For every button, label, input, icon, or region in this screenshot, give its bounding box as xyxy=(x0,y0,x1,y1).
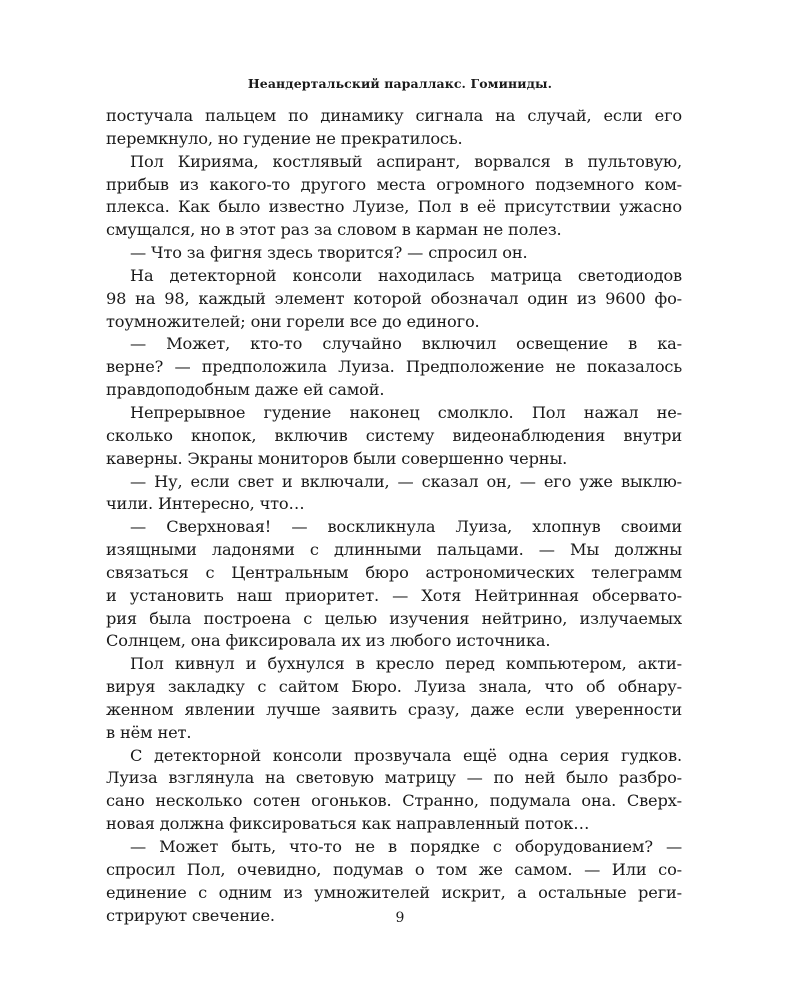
text-line: Солнцем, она фиксировала их из любого источника. xyxy=(106,631,551,651)
text-line: связаться с Центральным бюро астрономических телеграмм xyxy=(106,562,682,582)
text-line: каверны. Экраны мониторов были совершенно черны. xyxy=(106,448,568,468)
paragraph-start-line: — Может, кто-то случайно включил освещение в ка- xyxy=(130,334,682,354)
text-line: постучала пальцем по динамику сигнала на случай, если его xyxy=(106,106,682,125)
running-head-title: Неандертальский параллакс. Гоминиды. xyxy=(247,76,553,91)
text-line: тоумножителей; они горели все до единого. xyxy=(106,311,480,331)
paragraph-start-line: — Ну, если свет и включали, — сказал он, — его уже выклю- xyxy=(130,471,682,491)
text-line: сано несколько сотен огоньков. Странно, подумала она. Сверх- xyxy=(106,791,682,811)
text-line: женном явлении лучше заявить сразу, даже если уверенности xyxy=(106,699,682,719)
text-line: прибыв из какого-то другого места огромного подземного ком- xyxy=(106,174,682,194)
paragraph-start-line: На детекторной консоли находилась матрица светодиодов xyxy=(130,265,682,285)
text-line: вируя закладку с сайтом Бюро. Луиза знала, что об обнару- xyxy=(106,677,682,697)
text-line: спросил Пол, очевидно, подумав о том же самом. — Или со- xyxy=(106,859,682,879)
text-line: и установить наш приоритет. — Хотя Нейтринная обсервато- xyxy=(106,585,682,605)
text-line: рия была построена с целью изучения нейтрино, излучаемых xyxy=(106,608,682,628)
paragraph-start-line: — Что за фигня здесь творится? — спросил он. xyxy=(130,243,528,263)
text-line: верне? — предположила Луиза. Предположение не показалось xyxy=(106,357,682,377)
body-text xyxy=(106,105,682,927)
paragraph-start-line: С детекторной консоли прозвучала ещё одна серия гудков. xyxy=(130,745,682,765)
text-line: новая должна фиксироваться как направленный поток… xyxy=(106,814,590,834)
text-line: единение с одним из умножителей искрит, а остальные реги- xyxy=(106,882,682,902)
text-line: перемкнуло, но гудение не прекратилось. xyxy=(106,128,463,148)
text-line: в нём нет. xyxy=(106,722,192,742)
paragraph-start-line: Непрерывное гудение наконец смолкло. Пол нажал не- xyxy=(130,402,682,422)
text-line: изящными ладонями с длинными пальцами. — Мы должны xyxy=(106,540,682,560)
paragraph-start-line: Пол Кирияма, костлявый аспирант, ворвался в пультовую, xyxy=(130,151,682,171)
paragraph-start-line: — Может быть, что-то не в порядке с оборудованием? — xyxy=(130,837,682,856)
text-line: сколько кнопок, включив систему видеонаблюдения внутри xyxy=(106,425,682,445)
paragraph-start-line: Пол кивнул и бухнулся в кресло перед компьютером, акти- xyxy=(130,654,682,674)
text-line: правдоподобным даже ей самой. xyxy=(106,380,385,400)
text-line: Луиза взглянула на световую матрицу — по ней было разбро- xyxy=(106,768,682,788)
text-line: стрируют свечение. xyxy=(106,905,275,925)
text-line: смущался, но в этот раз за словом в карман не полез. xyxy=(106,220,562,240)
paragraph-start-line: — Сверхновая! — воскликнула Луиза, хлопнув своими xyxy=(130,517,682,537)
text-line: 98 на 98, каждый элемент которой обозначал один из 9600 фо- xyxy=(106,288,682,308)
text-line: чили. Интересно, что… xyxy=(106,494,305,514)
page-number: 9 xyxy=(395,910,405,926)
text-line: плекса. Как было известно Луизе, Пол в её присутствии ужасно xyxy=(106,197,682,217)
